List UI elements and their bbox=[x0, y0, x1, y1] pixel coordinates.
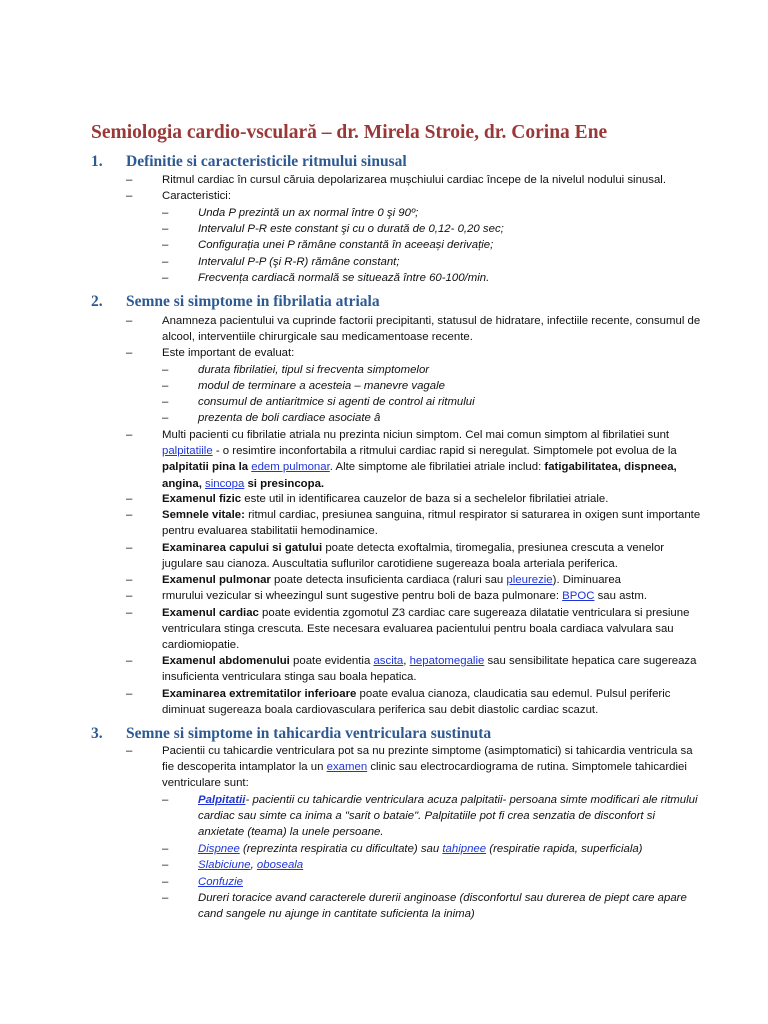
section-number: 3. bbox=[91, 725, 103, 742]
slabiciune-link[interactable]: Slabiciune bbox=[198, 859, 251, 871]
dash-bullet: – bbox=[126, 190, 133, 202]
confuzie-link[interactable]: Confuzie bbox=[198, 876, 243, 888]
dash-bullet: – bbox=[162, 256, 169, 268]
ascita-link[interactable]: ascita bbox=[373, 655, 404, 667]
dash-bullet: – bbox=[162, 239, 169, 251]
edem-pulmonar-link[interactable]: edem pulmonar bbox=[251, 461, 330, 474]
bpoc-link[interactable]: BPOC bbox=[562, 590, 595, 602]
dash-bullet: – bbox=[162, 794, 169, 806]
examen-link[interactable]: examen bbox=[326, 761, 368, 774]
dash-bullet: – bbox=[126, 493, 133, 505]
dash-bullet: – bbox=[162, 364, 169, 376]
document-title: Semiologia cardio-vsculară – dr. Mirela Stroie, dr. Corina Ene bbox=[91, 122, 608, 143]
dash-bullet: – bbox=[126, 174, 133, 186]
section-number: 1. bbox=[91, 153, 103, 170]
oboseala-link[interactable]: oboseala bbox=[256, 859, 304, 871]
dash-bullet: – bbox=[126, 509, 133, 521]
pleurezie-link[interactable]: pleurezie bbox=[506, 574, 553, 586]
dash-bullet: – bbox=[162, 272, 169, 284]
palpitatii-link[interactable]: Palpitatii bbox=[198, 794, 246, 806]
dash-bullet: – bbox=[126, 688, 133, 700]
dash-bullet: – bbox=[126, 347, 133, 359]
dash-bullet: – bbox=[162, 412, 169, 424]
dash-bullet: – bbox=[126, 315, 133, 327]
dash-bullet: – bbox=[126, 607, 133, 619]
hepatomegalie-link[interactable]: hepatomegalie bbox=[409, 655, 485, 667]
section-title: Semne si simptome in tahicardia ventriculara sustinuta bbox=[126, 725, 492, 742]
dash-bullet: – bbox=[126, 655, 133, 667]
tahipnee-link[interactable]: tahipnee bbox=[442, 843, 487, 855]
section-number: 2. bbox=[91, 293, 103, 310]
sincopa-link[interactable]: sincopa bbox=[205, 477, 245, 490]
dash-bullet: – bbox=[126, 745, 133, 757]
dash-bullet: – bbox=[126, 574, 133, 586]
section-title: Semne si simptome in fibrilatia atriala bbox=[126, 293, 380, 310]
dash-bullet: – bbox=[126, 429, 133, 441]
section-title: Definitie si caracteristicile ritmului sinusal bbox=[126, 153, 407, 170]
dash-bullet: – bbox=[162, 380, 169, 392]
dash-bullet: – bbox=[162, 843, 169, 855]
dash-bullet: – bbox=[126, 542, 133, 554]
dash-bullet: – bbox=[162, 876, 169, 888]
dash-bullet: – bbox=[162, 892, 169, 904]
dash-bullet: – bbox=[162, 207, 169, 219]
document-page: Semiologia cardio-vsculară – dr. Mirela Stroie, dr. Corina Ene 1. Definitie si caracteristicile ritmului sinusal – Ritmul cardiac în cursul căruia depolarizarea mușchiului cardiac începe de la nivelul nodului sinusal. – Caracteristici: – Unda P prezintă un ax normal între 0 şi 90º; – Intervalul P-R este constant şi cu o durată de 0,12- 0,20 sec; – Configurația unei P rămâne constantă în aceeași derivație; – Intervalul P-P (şi R-R) rămâne constant; – Frecvența cardiacă normală se situează între 60-100/min. 2. Semne si simptome in fibrilatia atriala – Anamneza pacientului va cuprinde factorii precipitanti, statusul de hidratare, infectiile recente, consumul de alcool, interventiile chirurgicale sau medicamentoase recente. – Este important de evaluat: – durata fibrilatiei, tipul si frecventa simptomelor – modul de terminare a acesteia – manevre vagale – consumul de antiaritmice si agenti de control ai ritmului – prezenta de boli cardiace asociate â – Multi pacienti cu fibrilatie atriala nu prezinta niciun simptom. Cel mai comun simptom al fibrilatiei sunt palpitatiile - o resimtire inconfortabila a ritmului cardiac rapid si neregulat. Simptomele pot evolua de la palpitatii pina la edem pulmonar. Alte simptome ale fibrilatiei atriale includ: fatigabilitatea, dispneea, angina, sincopa si presincopa. – Examenul fizic este util in identificarea cauzelor de baza si a sechelelor fibrilatiei atriale. – Semnele vitale: ritmul cardiac, presiunea sanguina, ritmul respirator si saturarea in oxigen sunt importante pentru evaluarea stabilitatii hemodinamice. – Examinarea capului si gatului poate detecta exoftalmia, tiromegalia, presiunea crescuta a venelor jugulare sau cianoza. Auscultatia suflurilor carotidiene sugereaza boala arteriala periferica. – Examenul pulmonar poate detecta insuficienta cardiaca (raluri sau pleurezie). Diminuarea – rmurului vezicular si wheezingul sunt sugestive pentru boli de baza pulmonare: BPOC sau astm. – Examenul cardiac poate evidentia zgomotul Z3 cardiac care sugereaza dilatatie ventriculara si presiune ventriculara stinga crescuta. Este necesara evaluarea pacientului pentru boala cardiaca valvulara sau cardiomiopatie. – Examenul abdomenului poate evidentia ascita, hepatomegalie sau sensibilitate hepatica care sugereaza insuficienta ventriculara stinga sau boala hepatica. – Examinarea extremitatilor inferioare poate evalua cianoza, claudicatia sau edemul. Pulsul periferic diminuat sugereaza boala cardiovasculara periferica sau debit diastolic cardiac scazut. 3. Semne si simptome in tahicardia ventriculara sustinuta – Pacientii cu tahicardie ventriculara pot sa nu prezinte simptome (asimptomatici) si tahicardia ventricula sa fie descoperita intamplator la un examen clinic sau electrocardiograma de rutina. Simptomele tahicardiei ventriculare sunt: – Palpitatii- pacientii cu tahicardie ventriculara acuza palpitatii- persoana simte modificari ale ritmului cardiac sau simte ca inima a "sarit o bataie". Palpitatiile pot fi crea senzatia de disconfort si anxietate (teama) la unele persoane. – Dispnee (reprezinta respiratia cu dificultate) sau tahipnee (respiratie rapida, superficiala) – Slabiciune, oboseala – Confuzie – Dureri toracice avand caracterele durerii anginoase (disconfortul sau durerea de piept care apare cand sangele nu ajunge in cantitate suficienta la inima) bbox=[91, 122, 701, 921]
dispnee-link[interactable]: Dispnee bbox=[198, 843, 240, 855]
dash-bullet: – bbox=[162, 859, 169, 871]
dash-bullet: – bbox=[162, 396, 169, 408]
palpitatiile-link[interactable]: palpitatiile bbox=[162, 445, 213, 458]
dash-bullet: – bbox=[162, 223, 169, 235]
dash-bullet: – bbox=[126, 590, 133, 602]
